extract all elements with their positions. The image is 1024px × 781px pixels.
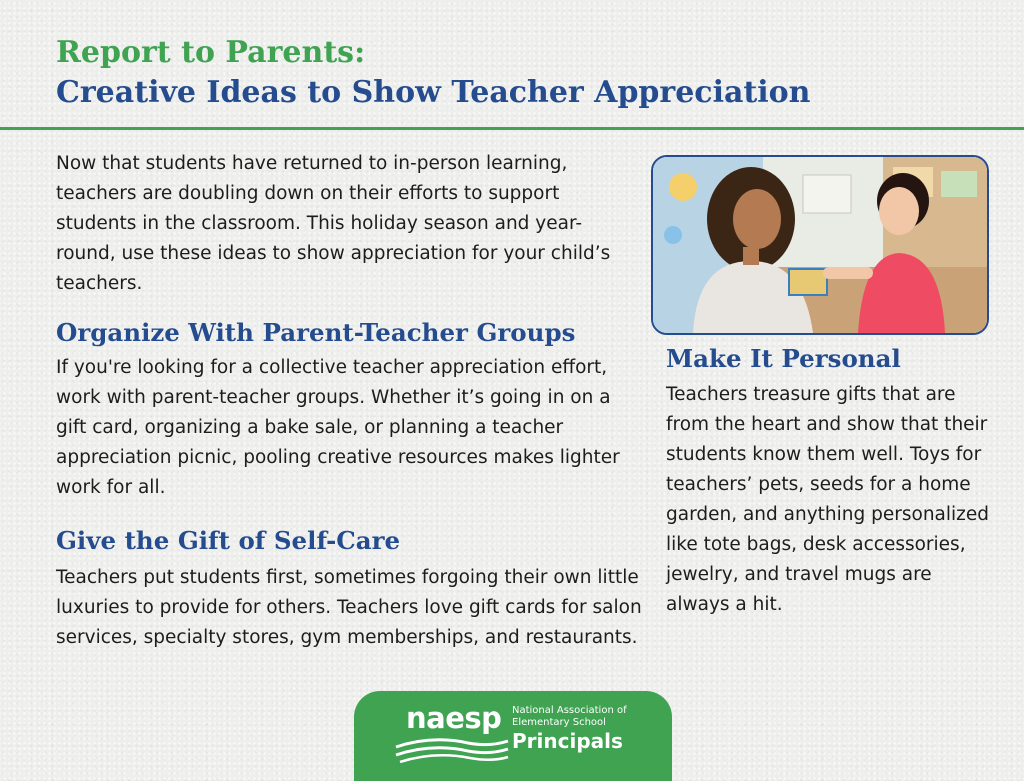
section-body-parent-teacher-groups: If you're looking for a collective teacher appreciation effort, work with parent-teacher groups. Whether it’s going in on a gift card, organizing a bake sale, or planning a teacher appreciation picnic, pooling creative resources makes lighter work for all. — [56, 357, 620, 498]
title-line-2: Creative Ideas to Show Teacher Appreciation — [56, 75, 811, 110]
logo-line-2: Elementary School — [512, 717, 606, 728]
title-divider — [0, 127, 1024, 130]
logo-organization-name — [512, 705, 627, 729]
logo-line-3: Principals — [512, 729, 623, 753]
title-line-1: Report to Parents: — [56, 35, 366, 70]
logo-wordmark: naesp — [406, 701, 502, 735]
intro-paragraph: Now that students have returned to in-person learning, teachers are doubling down on their efforts to support students in the classroom. This holiday season and year-round, use these ideas to show appreciation for your child’s teachers. — [56, 153, 611, 294]
page-title — [56, 33, 810, 113]
section-heading-self-care: Give the Gift of Self-Care — [56, 526, 401, 555]
section-heading-parent-teacher-groups: Organize With Parent-Teacher Groups — [56, 318, 576, 347]
logo-line-1: National Association of — [512, 705, 627, 716]
section-body-self-care: Teachers put students first, sometimes forgoing their own little luxuries to provide for others. Teachers love gift cards for salon services, specialty stores, gym memberships, and restaurants. — [56, 567, 642, 648]
section-body-make-it-personal: Teachers treasure gifts that are from the heart and show that their students know them well. Toys for teachers’ pets, seeds for a home garden, and anything personalized like tote bags, desk accessories, jewelry, and travel mugs are always a hit. — [666, 384, 990, 615]
teacher-gift-photo — [651, 155, 989, 335]
section-heading-make-it-personal: Make It Personal — [666, 344, 901, 373]
